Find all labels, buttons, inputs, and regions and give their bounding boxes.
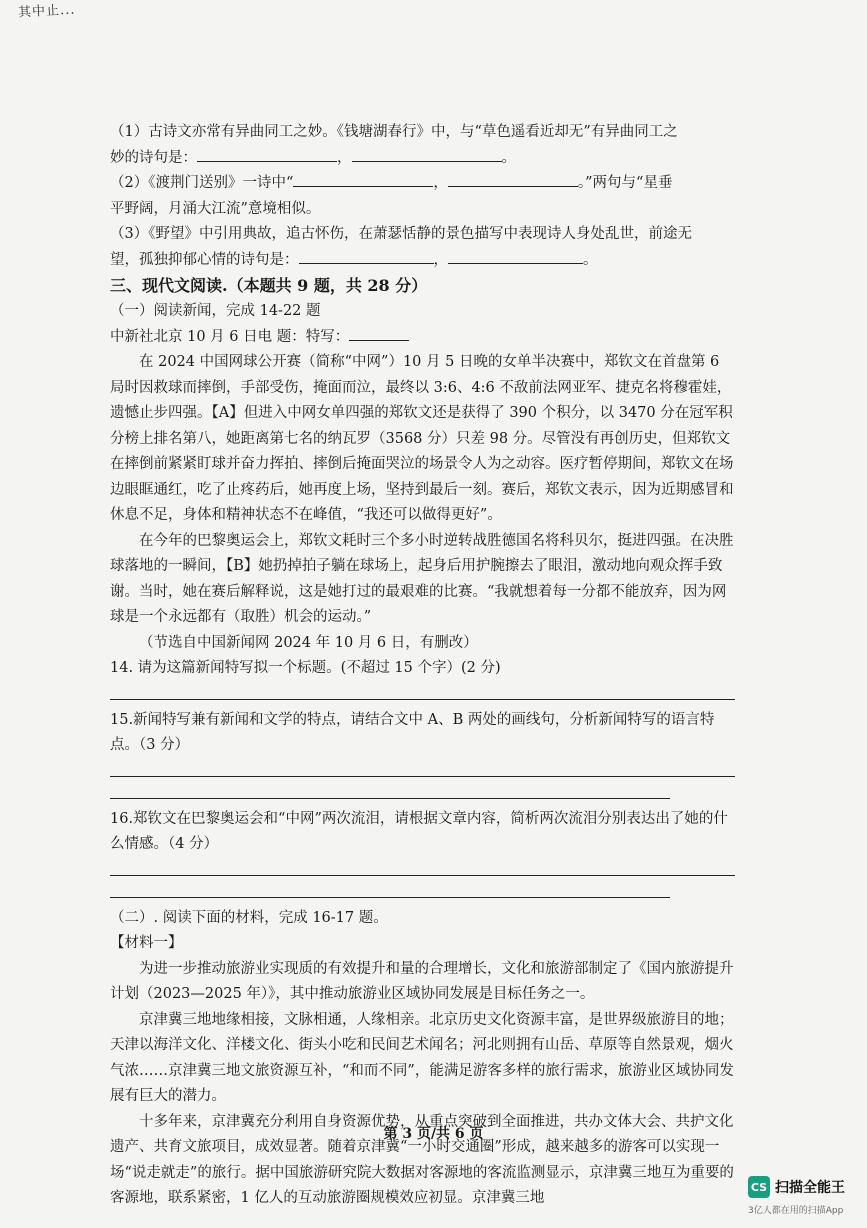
q3-line2: 望，孤独抑郁心情的诗句是： ， 。	[110, 248, 735, 274]
scanner-tagline: 3亿人都在用的扫描App	[748, 1206, 844, 1216]
answer-line-16a	[110, 862, 735, 876]
page-number: 第 3 页/共 6 页	[383, 1126, 484, 1142]
title-blank	[349, 325, 409, 341]
q3-blank-1	[299, 248, 434, 264]
q1-blank-2	[352, 146, 502, 162]
q2-blank-1	[293, 171, 433, 187]
q2-line2: 平野阔，月涌大江流”意境相似。	[110, 200, 321, 217]
camscanner-logo-icon: CS	[748, 1176, 770, 1198]
material-paragraph-2: 京津冀三地地缘相接，文脉相通，人缘相亲。北京历史文化资源丰富，是世界级旅游目的地；天津以海洋文化、洋楼文化、街头小吃和民间艺术闻名；河北则拥有山岳、草原等自然景观，烟火气浓……京津冀三地文旅资源互补，“和而不同”，能满足游客多样的旅行需求，旅游业区域协同发展有巨大的潜力。	[110, 1011, 734, 1104]
subsection-1-title: （一）阅读新闻，完成 14-22 题	[110, 303, 321, 319]
answer-line-14	[110, 686, 735, 700]
q3-blank-2	[448, 248, 583, 264]
question-14: 14. 请为这篇新闻特写拟一个标题。(不超过 15 个字）(2 分)	[110, 660, 501, 676]
news-paragraph-2: 在今年的巴黎奥运会上，郑钦文耗时三个多小时逆转战胜德国名将科贝尔，挺进四强。在决胜球落地的一瞬间，【B】她扔掉拍子躺在球场上，起身后用护腕擦去了眼泪，激动地向观众挥手致谢。当时，她在赛后解释说，这是她打过的最艰难的比赛。“我就想着每一分都不能放弃，因为网球是一个永远都有（取胜）机会的运动。”	[110, 532, 734, 625]
q1-blank-1	[197, 146, 337, 162]
q3-line1: （3）《野望》中引用典故，追古怀伤，在萧瑟恬静的景色描写中表现诗人身处乱世，前途无	[110, 226, 692, 242]
dateline: 中新社北京 10 月 6 日电 题：特写：	[110, 325, 735, 351]
question-15: 15.新闻特写兼有新闻和文学的特点，请结合文中 A、B 两处的画线句，分析新闻特写的语言特点。（3 分）	[110, 711, 715, 753]
material-label: 【材料一】	[110, 935, 183, 951]
section-heading: 三、现代文阅读.（本题共 9 题，共 28 分）	[110, 276, 428, 295]
q1-line1: （1）古诗文亦常有异曲同工之妙。《钱塘湖春行》中，与“草色遥看近却无”有异曲同工之	[110, 124, 678, 140]
answer-line-15a	[110, 763, 735, 777]
news-paragraph-1: 在 2024 中国网球公开赛（简称“中网”）10 月 5 日晚的女单半决赛中，郑钦文在首盘第 6 局时因救球而摔倒，手部受伤，掩面而泣，最终以 3:6、4:6 不敌前法网亚军、捷克名将穆霍娃，遗憾止步四强。【A】但进入中网女单四强的郑钦文还是获得了 390 个积分，以 3470 分在冠军积分榜上排名第八，她距离第七名的纳瓦罗（3568 分）只差 98 分。尽管没有再创历史，但郑钦文在摔倒前紧紧盯球并奋力挥拍、摔倒后掩面哭泣的场景令人为之动容。医疗暂停期间，郑钦文在场边眼眶通红，吃了止疼药后，她再度上场，坚持到最后一刻。赛后，郑钦文表示，因为近期感冒和休息不足，身体和精神状态不在峰值，“我还可以做得更好”。	[110, 354, 734, 523]
answer-line-16b	[110, 884, 670, 898]
material-paragraph-3: 十多年来，京津冀充分利用自身资源优势，从重点突破到全面推进，共办文体大会、共护文化遗产、共育文旅项目，成效显著。随着京津冀“一小时交通圈”形成，越来越多的游客可以实现一场“说走就走”的旅行。据中国旅游研究院大数据对客源地的客流监测显示，京津冀三地互为重要的客源地，联系紧密，1 亿人的互动旅游圈规模效应初显。京津冀三地	[110, 1113, 734, 1206]
page-content	[110, 120, 735, 1212]
q1-line2: 妙的诗句是： ， 。	[110, 146, 735, 172]
q2-line1: （2）《渡荆门送别》一诗中“ ， 。”两句与“星垂	[110, 171, 735, 197]
scanner-badge	[748, 1176, 845, 1198]
scanner-app-name: 扫描全能王	[775, 1180, 845, 1196]
material-paragraph-1: 为进一步推动旅游业实现质的有效提升和量的合理增长，文化和旅游部制定了《国内旅游提升计划（2023—2025 年）》，其中推动旅游业区域协同发展是目标任务之一。	[110, 960, 734, 1002]
question-16: 16.郑钦文在巴黎奥运会和“中网”两次流泪，请根据文章内容，简析两次流泪分别表达出了她的什么情感。（4 分）	[110, 810, 728, 852]
answer-line-15b	[110, 785, 670, 799]
q2-blank-2	[448, 171, 578, 187]
news-source: （节选自中国新闻网 2024 年 10 月 6 日，有删改）	[139, 634, 478, 651]
cut-off-text: 其中止...	[17, 2, 76, 21]
subsection-2-title: （二）. 阅读下面的材料，完成 16-17 题。	[110, 909, 388, 926]
